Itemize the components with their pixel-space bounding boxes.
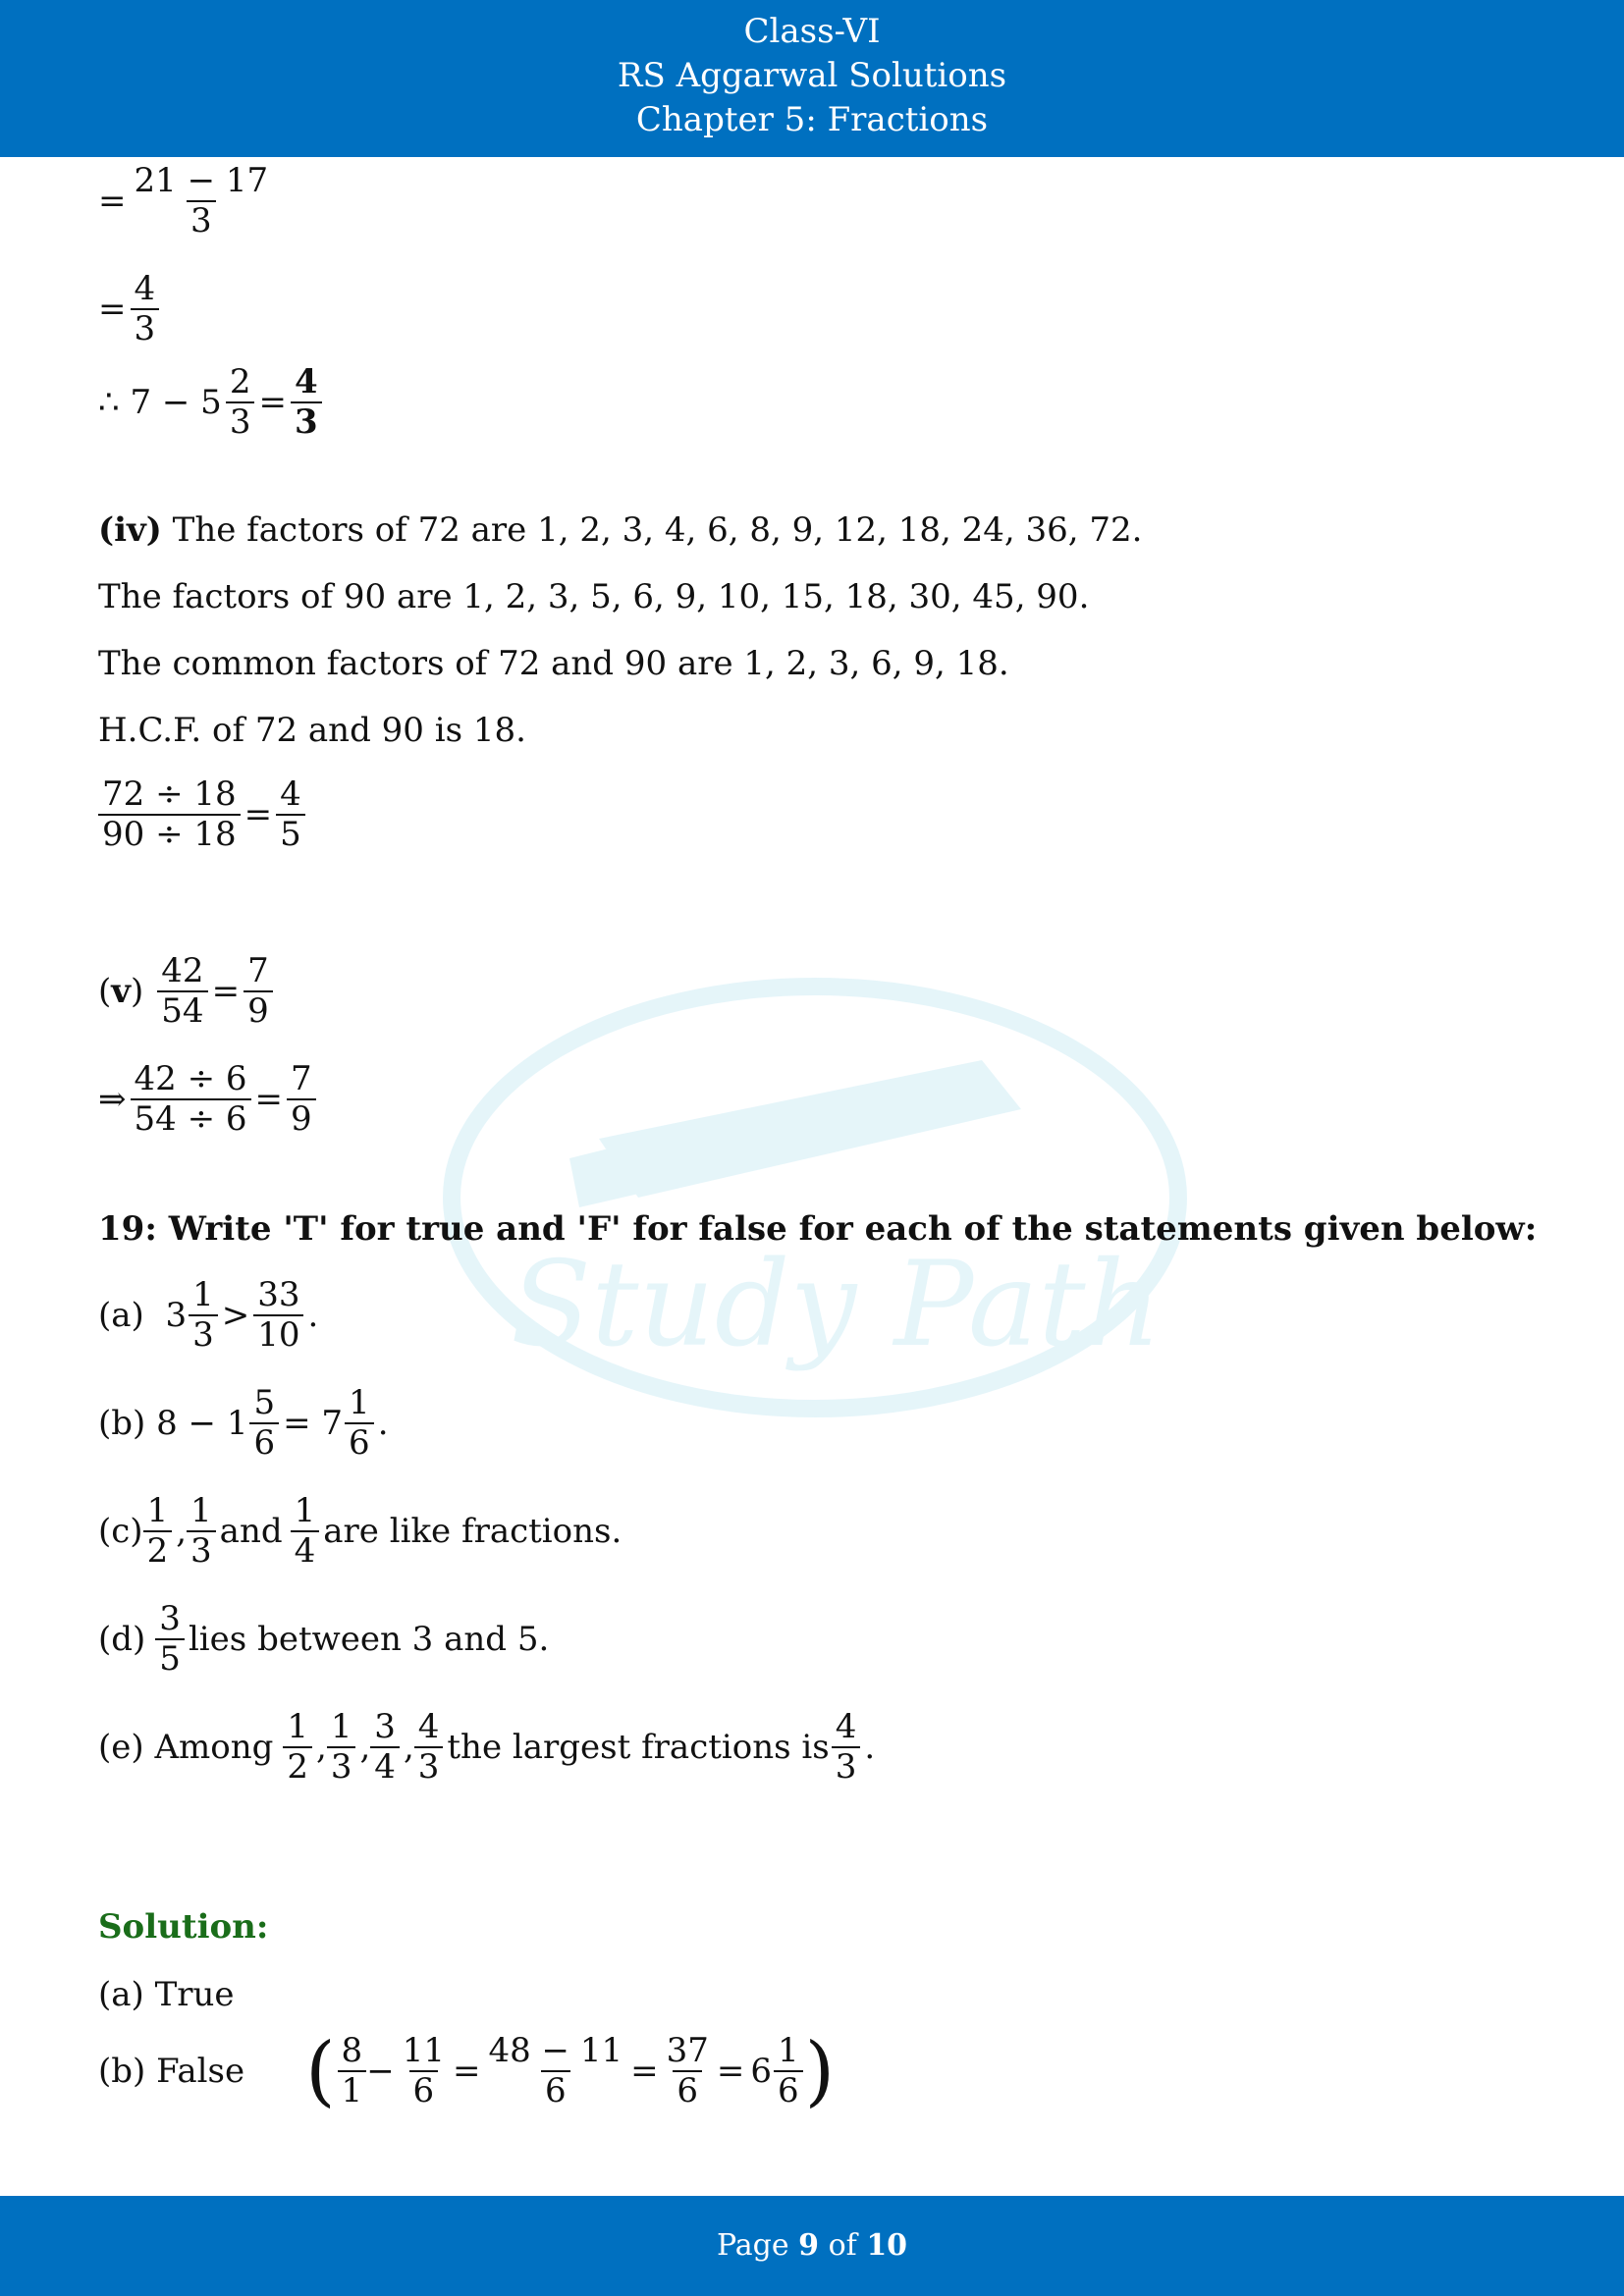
fraction: $\frac{7}{9}$	[287, 1060, 316, 1139]
fraction: $\frac{1}{3}$	[327, 1708, 356, 1787]
fraction: $\frac{1}{6}$	[774, 2032, 803, 2110]
fraction: $\frac{7}{9}$	[244, 952, 273, 1031]
q19-item-a: (a) 3 $\frac{1}{3}$ > $\frac{33}{10}$ .	[98, 1275, 319, 1356]
part-iv-line1: (iv) The factors of 72 are 1, 2, 3, 4, 6, 8, 9, 12, 18, 24, 36, 72.	[98, 510, 1143, 550]
eq-line-1: = $\frac{21 - 17}{3}$	[98, 162, 276, 240]
fraction: $\frac{42}{54}$	[157, 952, 207, 1031]
part-label: (iv)	[98, 510, 162, 550]
q19-item-b: (b) 8 − 1 $\frac{5}{6}$ = 7 $\frac{1}{6}$ .	[98, 1383, 389, 1464]
part-iv-line2: The factors of 90 are 1, 2, 3, 5, 6, 9, 10, 15, 18, 30, 45, 90.	[98, 577, 1090, 616]
fraction: $\frac{4}{5}$	[276, 775, 305, 854]
fraction: $\frac{2}{3}$	[226, 363, 255, 442]
fraction-answer: $\frac{4}{3}$	[291, 363, 322, 442]
fraction: $\frac{3}{5}$	[155, 1600, 185, 1679]
fraction: $\frac{3}{4}$	[370, 1708, 400, 1787]
header-chapter: Chapter 5: Fractions	[635, 100, 989, 139]
fraction: $\frac{8}{1}$	[338, 2032, 367, 2110]
solution-b: (b) False ( $\frac{8}{1}$ − $\frac{11}{6}$ = $\frac{48 - 11}{6}$ = $\frac{37}{6}$ = 6 $\frac{1}{6}$ )	[98, 2027, 836, 2116]
page-of: of	[828, 2228, 857, 2263]
part-v-line1: ( v ) $\frac{42}{54}$ = $\frac{7}{9}$	[98, 952, 277, 1031]
eq-therefore: ∴ 7 − 5 $\frac{2}{3}$ = $\frac{4}{3}$	[98, 363, 326, 442]
part-iv-fraction: $\frac{72 \div 18}{90 \div 18}$ = $\frac{4}{5}$	[98, 775, 309, 854]
fraction: $\frac{1}{4}$	[291, 1492, 320, 1571]
watermark-logo	[432, 972, 1198, 1423]
fraction: $\frac{33}{10}$	[253, 1276, 303, 1355]
fraction: $\frac{1}{2}$	[283, 1708, 312, 1787]
fraction: $\frac{42 \div 6}{54 \div 6}$	[131, 1060, 251, 1139]
fraction: $\frac{1}{2}$	[143, 1492, 173, 1571]
q19-item-c: (c) $\frac{1}{2}$ , $\frac{1}{3}$ and $\frac{1}{4}$ are like fractions.	[98, 1491, 623, 1572]
fraction: $\frac{5}{6}$	[249, 1384, 279, 1463]
header-class: Class-VI	[743, 12, 881, 51]
fraction: $\frac{4}{3}$	[131, 270, 160, 348]
page-header	[0, 0, 1624, 157]
eq-line-2: = $\frac{4}{3}$	[98, 270, 163, 348]
fraction: $\frac{11}{6}$	[402, 2031, 445, 2111]
fraction: $\frac{4}{3}$	[414, 1708, 444, 1787]
question-19-title: 19: Write 'T' for true and 'F' for false for each of the statements given below:	[98, 1209, 1538, 1249]
current-page: 9	[798, 2228, 820, 2263]
page-footer	[0, 2196, 1624, 2296]
fraction: $\frac{4}{3}$	[832, 1708, 861, 1787]
fraction: $\frac{72 \div 18}{90 \div 18}$	[98, 775, 241, 854]
q19-item-d: (d) $\frac{3}{5}$ lies between 3 and 5.	[98, 1599, 550, 1680]
part-iv-line3: The common factors of 72 and 90 are 1, 2, 3, 6, 9, 18.	[98, 644, 1009, 683]
fraction: $\frac{48 - 11}{6}$	[488, 2031, 623, 2111]
fraction: $\frac{21 - 17}{3}$	[134, 161, 269, 241]
solution-heading: Solution:	[98, 1907, 269, 1947]
fraction: $\frac{1}{6}$	[345, 1384, 374, 1463]
q19-item-e: (e) Among $\frac{1}{2}$ , $\frac{1}{3}$ , $\frac{3}{4}$ , $\frac{4}{3}$ the largest fractions is $\frac{4}{3}$ .	[98, 1707, 876, 1788]
part-v-line2: ⇒ $\frac{42 \div 6}{54 \div 6}$ = $\frac{7}{9}$	[98, 1060, 320, 1139]
page-label: Page	[716, 2228, 789, 2263]
fraction: $\frac{1}{3}$	[189, 1276, 218, 1355]
header-book: RS Aggarwal Solutions	[617, 56, 1007, 95]
solution-a: (a) True	[98, 1975, 235, 2014]
watermark-text: Study Path	[511, 1237, 1162, 1373]
part-iv-line4: H.C.F. of 72 and 90 is 18.	[98, 711, 526, 750]
fraction: $\frac{1}{3}$	[187, 1492, 216, 1571]
total-pages: 10	[866, 2228, 908, 2263]
fraction: $\frac{37}{6}$	[666, 2031, 709, 2111]
